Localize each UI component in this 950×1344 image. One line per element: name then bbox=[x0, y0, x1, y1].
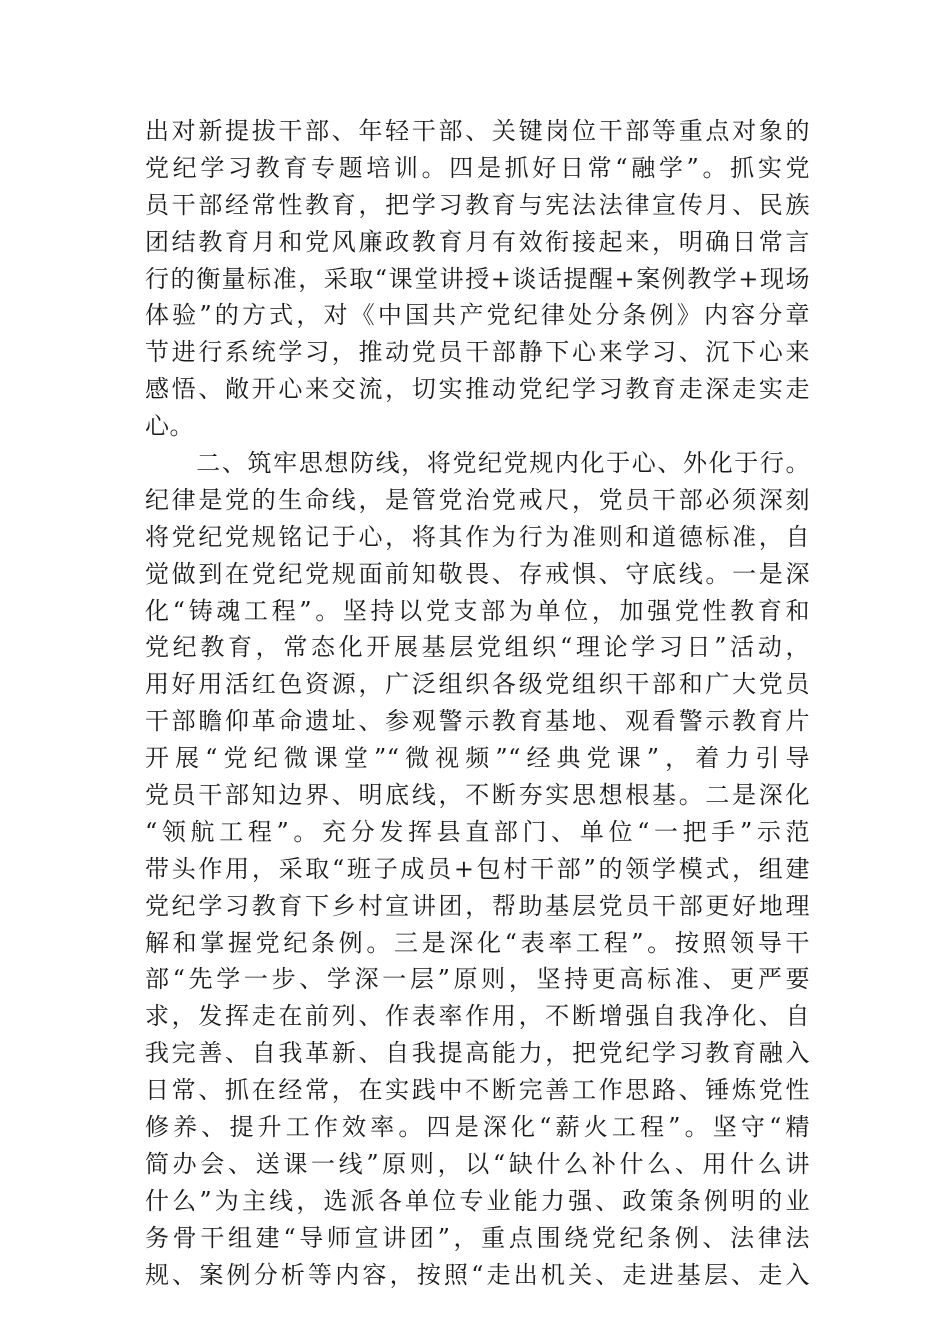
text-line: 将党纪党规铭记于心，将其作为行为准则和道德标准，自 bbox=[145, 522, 810, 551]
text-line: 纪律是党的生命线，是管党治党戒尺，党员干部必须深刻 bbox=[145, 485, 810, 514]
text-line: 体验”的方式，对《中国共产党纪律处分条例》内容分章 bbox=[145, 301, 810, 330]
text-line: 日常、抓在经常，在实践中不断完善工作思路、锤炼党性 bbox=[145, 1076, 810, 1105]
text-line: 出对新提拔干部、年轻干部、关键岗位干部等重点对象的 bbox=[145, 117, 810, 145]
text-line: 简办会、送课一线”原则，以“缺什么补什么、用什么讲 bbox=[145, 1149, 810, 1178]
text-line: 带头作用，采取“班子成员+包村干部”的领学模式，组建 bbox=[145, 854, 810, 883]
text-line: “领航工程”。充分发挥县直部门、单位“一把手”示范 bbox=[145, 817, 810, 846]
text-line: 求，发挥走在前列、作表率作用，不断增强自我净化、自 bbox=[145, 1002, 810, 1031]
text-line: 节进行系统学习，推动党员干部静下心来学习、沉下心来 bbox=[145, 338, 810, 367]
text-line: 规、案例分析等内容，按照“走出机关、走进基层、走入 bbox=[145, 1260, 810, 1289]
text-line: 行的衡量标准，采取“课堂讲授+谈话提醒+案例教学+现场 bbox=[145, 264, 810, 293]
text-line: 员干部经常性教育，把学习教育与宪法法律宣传月、民族 bbox=[145, 190, 810, 219]
text-line: 我完善、自我革新、自我提高能力，把党纪学习教育融入 bbox=[145, 1039, 810, 1068]
text-line: 党纪学习教育下乡村宣讲团，帮助基层党员干部更好地理 bbox=[145, 891, 810, 920]
text-line: 觉做到在党纪党规面前知敬畏、存戒惧、守底线。一是深 bbox=[145, 559, 810, 588]
text-line: 用好用活红色资源，广泛组织各级党组织干部和广大党员 bbox=[145, 670, 810, 699]
text-line: 修养、提升工作效率。四是深化“薪火工程”。坚守“精 bbox=[145, 1113, 810, 1142]
text-line: 干部瞻仰革命遗址、参观警示教育基地、观看警示教育片 bbox=[145, 707, 810, 736]
text-line: 党纪教育，常态化开展基层党组织“理论学习日”活动， bbox=[145, 633, 810, 662]
text-line: 部“先学一步、学深一层”原则，坚持更高标准、更严要 bbox=[145, 965, 810, 994]
text-line: 二、筑牢思想防线，将党纪党规内化于心、外化于行。 bbox=[145, 449, 810, 478]
text-line: 解和掌握党纪条例。三是深化“表率工程”。按照领导干 bbox=[145, 928, 810, 957]
text-line: 党纪学习教育专题培训。四是抓好日常“融学”。抓实党 bbox=[145, 153, 810, 182]
text-line: 开展“党纪微课堂”“微视频”“经典党课”，着力引导 bbox=[145, 744, 810, 773]
body-text bbox=[145, 113, 810, 1294]
text-line: 感悟、敞开心来交流，切实推动党纪学习教育走深走实走 bbox=[145, 375, 810, 404]
text-line: 团结教育月和党风廉政教育月有效衔接起来，明确日常言 bbox=[145, 227, 810, 256]
text-line: 化“铸魂工程”。坚持以党支部为单位，加强党性教育和 bbox=[145, 596, 810, 625]
text-line: 务骨干组建“导师宣讲团”，重点围绕党纪条例、法律法 bbox=[145, 1223, 810, 1252]
text-line: 心。 bbox=[145, 412, 194, 441]
text-line: 党员干部知边界、明底线，不断夯实思想根基。二是深化 bbox=[145, 781, 810, 810]
text-line: 什么”为主线，选派各单位专业能力强、政策条例明的业 bbox=[145, 1186, 810, 1215]
